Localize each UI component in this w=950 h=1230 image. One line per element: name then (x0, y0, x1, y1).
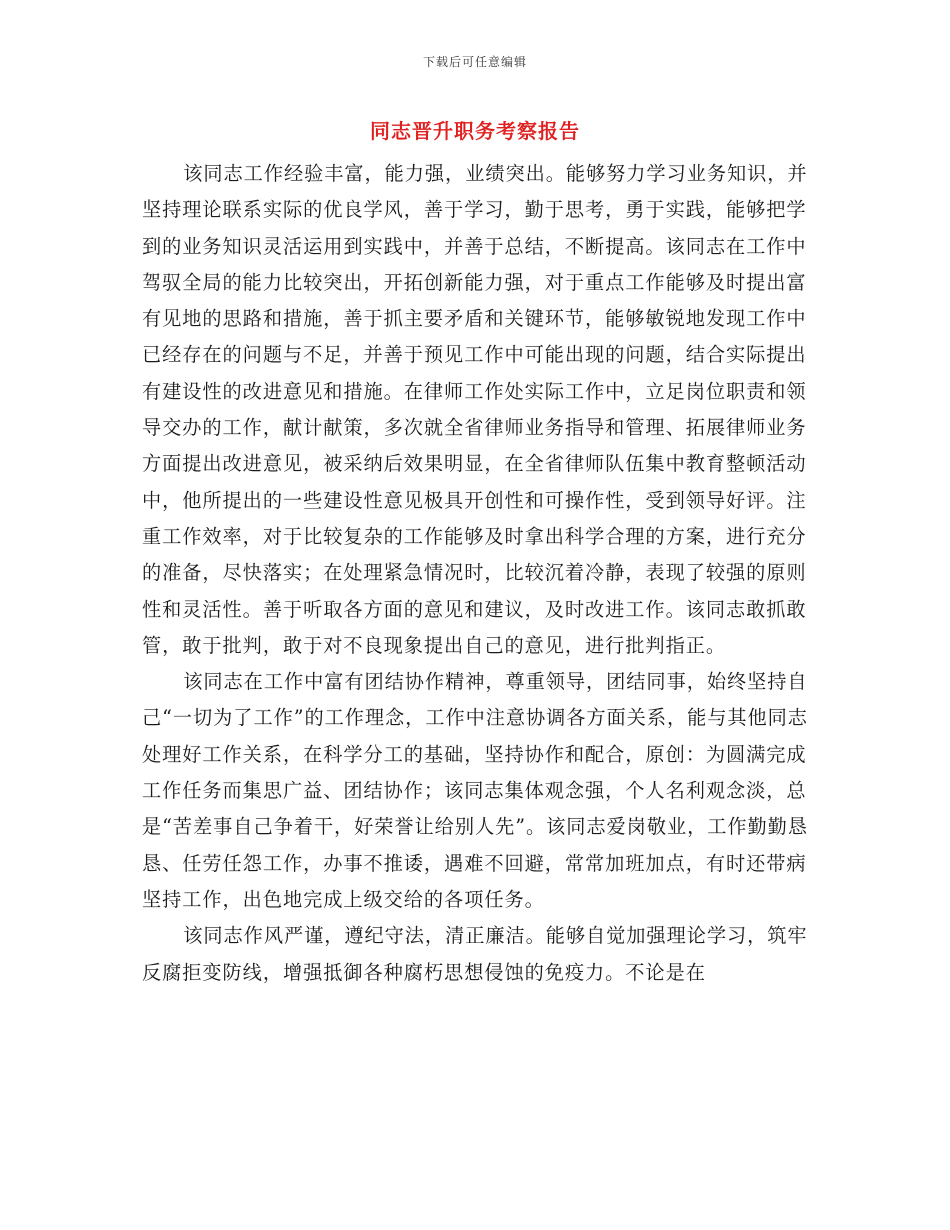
header-note: 下载后可任意编辑 (422, 55, 527, 69)
paragraph-2: 该同志在工作中富有团结协作精神，尊重领导，团结同事，始终坚持自己“一切为了工作”的工作理念，工作中注意协调各方面关系，能与其他同志处理好工作关系，在科学分工的基础，坚持协作和配合，原创：为圆满完成工作任务而集思广益、团结协作；该同志集体观念强，个人名利观念淡，总是“苦差事自己争着干，好荣誉让给别人先”。该同志爱岗敬业，工作勤勤恳恳、任劳任怨工作，办事不推诿，遇难不回避，常常加班加点，有时还带病坚持工作，出色地完成上级交给的各项任务。 (142, 670, 808, 911)
paragraph-3: 该同志作风严谨，遵纪守法，清正廉洁。能够自觉加强理论学习，筑牢反腐拒变防线，增强抵御各种腐朽思想侵蚀的免疫力。不论是在 (142, 924, 808, 984)
paragraph-1: 该同志工作经验丰富，能力强，业绩突出。能够努力学习业务知识，并坚持理论联系实际的优良学风，善于学习，勤于思考，勇于实践，能够把学到的业务知识灵活运用到实践中，并善于总结，不断提高。该同志在工作中驾驭全局的能力比较突出，开拓创新能力强，对于重点工作能够及时提出富有见地的思路和措施，善于抓主要矛盾和关键环节，能够敏锐地发现工作中已经存在的问题与不足，并善于预见工作中可能出现的问题，结合实际提出有建设性的改进意见和措施。在律师工作处实际工作中，立足岗位职责和领导交办的工作，献计献策，多次就全省律师业务指导和管理、拓展律师业务方面提出改进意见，被采纳后效果明显，在全省律师队伍集中教育整顿活动中，他所提出的一些建设性意见极具开创性和可操作性，受到领导好评。注重工作效率，对于比较复杂的工作能够及时拿出科学合理的方案，进行充分的准备，尽快落实；在处理紧急情况时，比较沉着冷静，表现了较强的原则性和灵活性。善于听取各方面的意见和建议，及时改进工作。该同志敢抓敢管，敢于批判，敢于对不良现象提出自己的意见，进行批判指正。 (142, 162, 808, 657)
document-title: 同志晋升职务考察报告 (370, 119, 580, 143)
document-body (142, 156, 810, 991)
